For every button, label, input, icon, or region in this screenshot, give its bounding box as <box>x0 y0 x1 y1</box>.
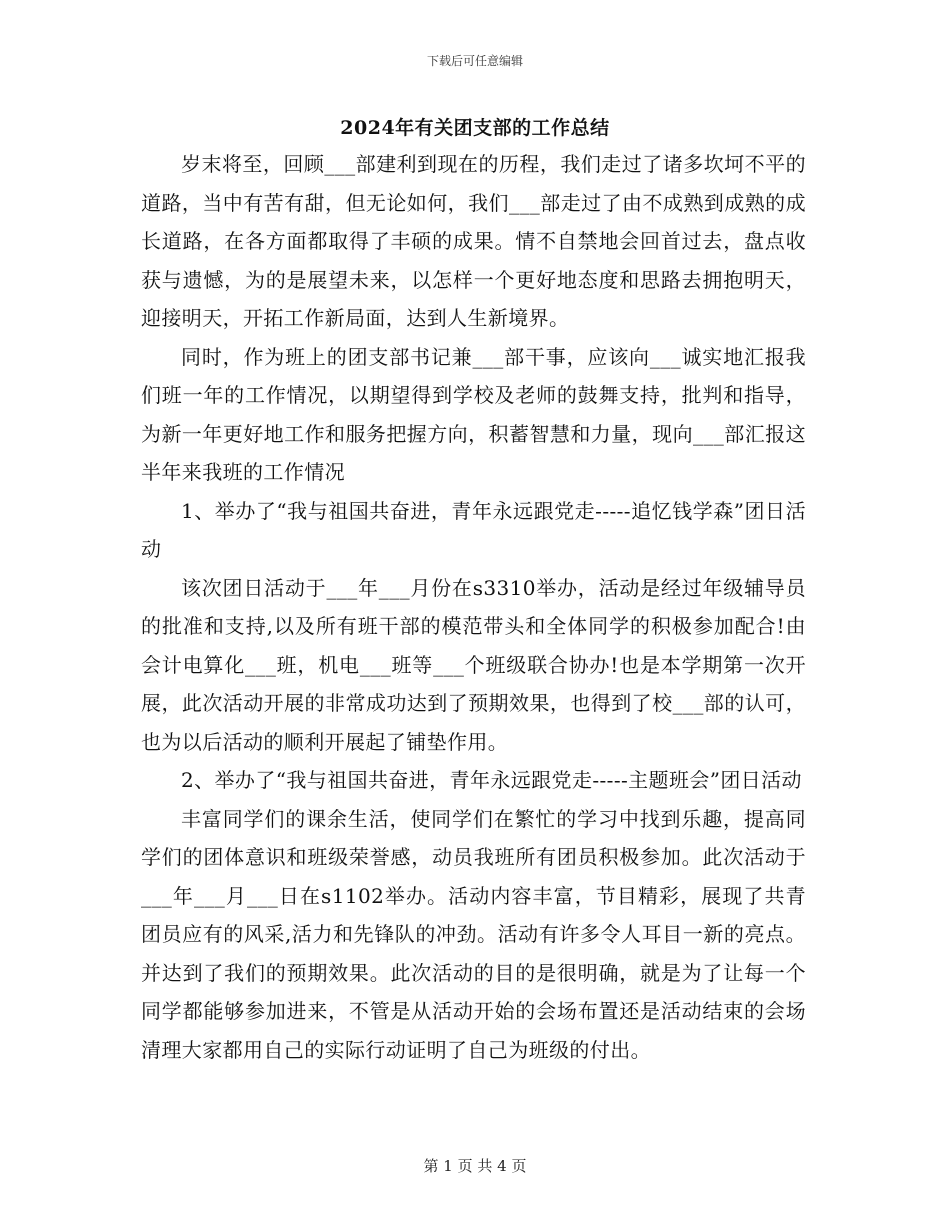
document-title: 2024年有关团支部的工作总结 <box>340 117 610 139</box>
paragraph-item-1-detail: 该次团日活动于___年___月份在s3310举办，活动是经过年级辅导员的批准和支持,以及所有班干部的模范带头和全体同学的积极参加配合!由会计电算化___班，机电___班等___个班级联合协办!也是本学期第一次开展，此次活动开展的非常成功达到了预期效果，也得到了校___部的认可，也为以后活动的顺利开展起了铺垫作用。 <box>141 575 806 754</box>
page-header-note: 下载后可任意编辑 <box>426 54 523 68</box>
paragraph-item-1-heading: 1、举办了“我与祖国共奋进，青年永远跟党走-----追忆钱学森”团日活动 <box>141 498 806 561</box>
page-footer-number: 第 1 页 共 4 页 <box>423 1157 527 1175</box>
document-body <box>141 145 806 1069</box>
paragraph-intro: 岁末将至，回顾___部建利到现在的历程，我们走过了诸多坎坷不平的道路，当中有苦有甜，但无论如何，我们___部走过了由不成熟到成熟的成长道路，在各方面都取得了丰硕的成果。情不自禁地会回首过去，盘点收获与遗憾，为的是展望未来，以怎样一个更好地态度和思路去拥抱明天，迎接明天，开拓工作新局面，达到人生新境界。 <box>141 152 806 330</box>
paragraph-report: 同时，作为班上的团支部书记兼___部干事，应该向___诚实地汇报我们班一年的工作情况，以期望得到学校及老师的鼓舞支持，批判和指导，为新一年更好地工作和服务把握方向，积蓄智慧和力量，现向___部汇报这半年来我班的工作情况 <box>141 344 806 484</box>
paragraph-item-2-heading: 2、举办了“我与祖国共奋进，青年永远跟党走-----主题班会”团日活动 <box>181 768 802 792</box>
paragraph-item-2-detail: 丰富同学们的课余生活，使同学们在繁忙的学习中找到乐趣，提高同学们的团体意识和班级荣誉感，动员我班所有团员积极参加。此次活动于___年___月___日在s1102举办。活动内容丰富，节目精彩，展现了共青团员应有的风采,活力和先锋队的冲劲。活动有许多令人耳目一新的亮点。并达到了我们的预期效果。此次活动的目的是很明确，就是为了让每一个同学都能够参加进来，不管是从活动开始的会场布置还是活动结束的会场清理大家都用自己的实际行动证明了自己为班级的付出。 <box>141 806 806 1062</box>
